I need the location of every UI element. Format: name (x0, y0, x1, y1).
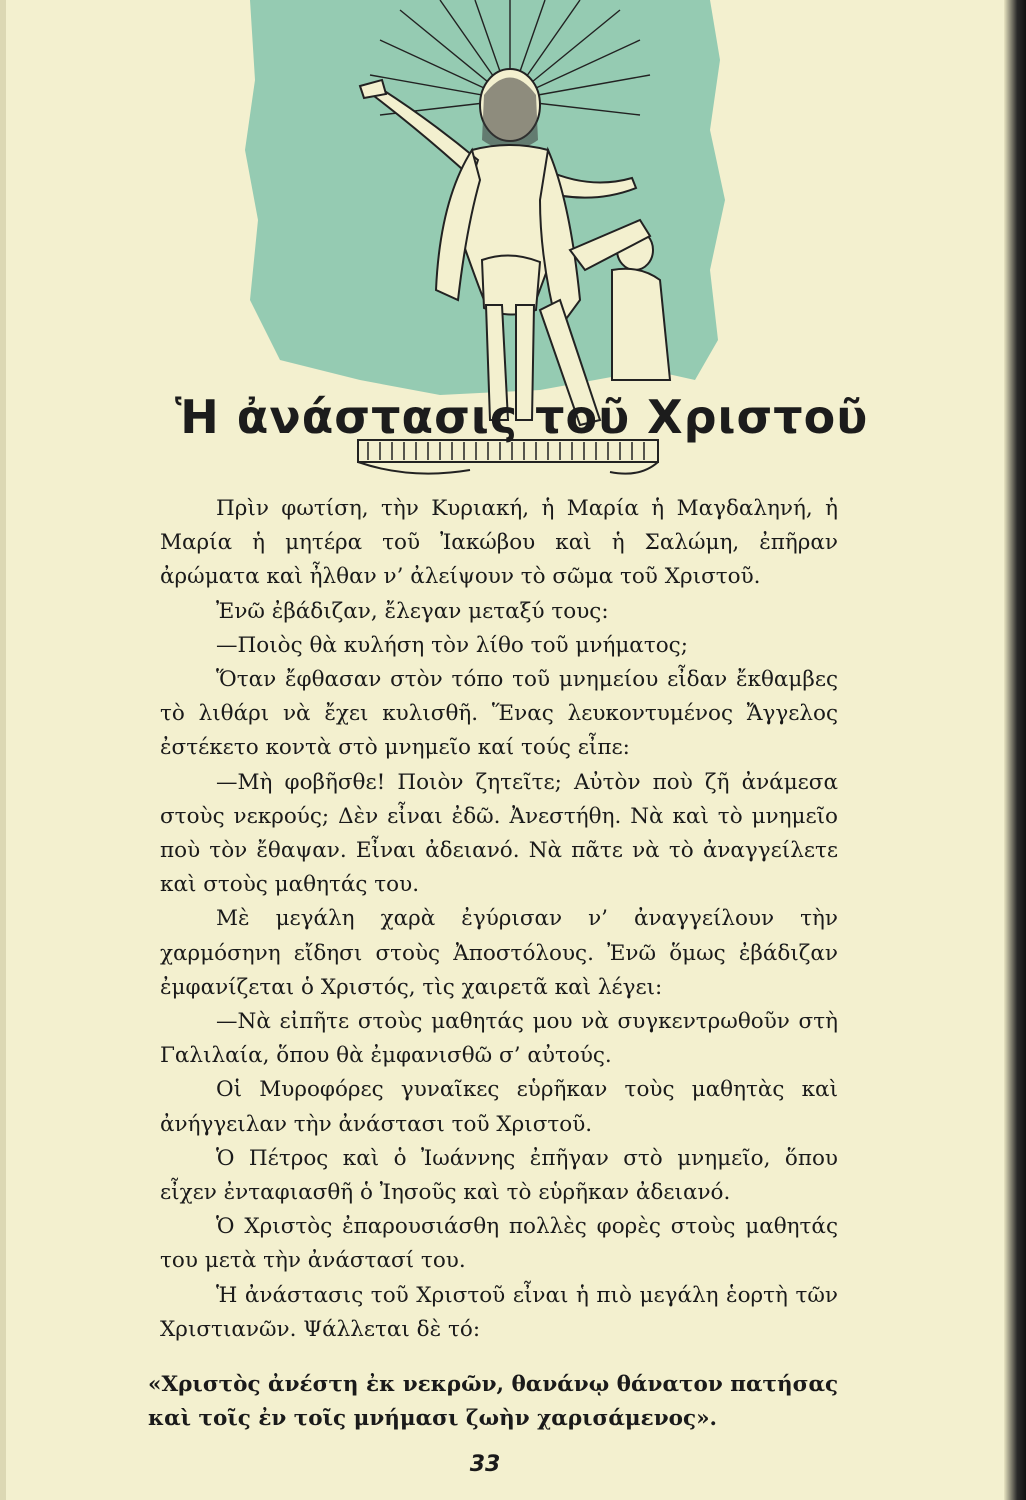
body-text (160, 492, 838, 1347)
page-edge-left (0, 0, 6, 1500)
hymn-line: «Χριστὸς ἀνέστη ἐκ νεκρῶν, θανάνῳ θάνατον πατήσας (148, 1372, 839, 1397)
paragraph: Ὅταν ἔφθασαν στὸν τόπο τοῦ μνημείου εἶδαν ἔκθαμβες τὸ λιθάρι νὰ ἔχει κυλισθῆ. Ἕνας λευκοντυμένος Ἄγγελος ἐστέκετο κοντὰ στὸ μνημεῖο καί τούς εἶπε: (160, 667, 838, 761)
paragraph: Ἡ ἀνάστασις τοῦ Χριστοῦ εἶναι ἡ πιὸ μεγάλη ἑορτὴ τῶν Χριστιανῶν. Ψάλλεται δὲ τό: (160, 1282, 838, 1342)
paragraph: Πρὶν φωτίση, τὴν Κυριακή, ἡ Μαρία ἡ Μαγδαληνή, ἡ Μαρία ἡ μητέρα τοῦ Ἰακώβου καὶ ἡ Σαλώμη, ἐπῆραν ἀρώματα καὶ ἦλθαν ν’ ἀλείψουν τὸ σῶμα τοῦ Χριστοῦ. (160, 496, 838, 590)
hymn-quote (148, 1368, 848, 1436)
paragraph: —Μὴ φοβῆσθε! Ποιὸν ζητεῖτε; Αὐτὸν ποὺ ζῆ ἀνάμεσα στοὺς νεκρούς; Δὲν εἶναι ἐδῶ. Ἀνεστήθη. Νὰ καὶ τὸ μνημεῖο ποὺ τὸν ἔθαψαν. Εἶναι ἀδειανό. Νὰ πᾶτε νὰ τὸ ἀναγγείλετε καὶ στοὺς μαθητάς του. (160, 769, 838, 898)
page-edge-right (1004, 0, 1026, 1500)
paragraph: —Νὰ εἰπῆτε στοὺς μαθητάς μου νὰ συγκεντρωθοῦν στὴ Γαλιλαία, ὅπου θὰ ἐμφανισθῶ σ’ αὐτούς. (160, 1009, 838, 1069)
paragraph: Οἱ Μυροφόρες γυναῖκες εὑρῆκαν τοὺς μαθητὰς καὶ ἀνήγγειλαν τὴν ἀνάστασι τοῦ Χριστοῦ. (160, 1077, 838, 1137)
paragraph: Ὁ Πέτρος καὶ ὁ Ἰωάννης ἐπῆγαν στὸ μνημεῖο, ὅπου εἶχεν ἐνταφιασθῆ ὁ Ἰησοῦς καὶ τὸ εὑρῆκαν ἀδειανό. (160, 1145, 838, 1206)
page-title: Ἡ ἀνάστασις τοῦ Χριστοῦ (175, 390, 869, 444)
page-number: 33 (469, 1452, 501, 1477)
hymn-line: καὶ τοῖς ἐν τοῖς μνήμασι ζωὴν χαρισάμενος». (148, 1406, 718, 1431)
paragraph: Ὁ Χριστὸς ἐπαρουσιάσθη πολλὲς φορὲς στοὺς μαθητάς του μετὰ τὴν ἀνάστασί του. (160, 1214, 838, 1274)
paragraph: Μὲ μεγάλη χαρὰ ἐγύρισαν ν’ ἀναγγείλουν τὴν χαρμόσηνη εἴδησι στοὺς Ἀποστόλους. Ἐνῶ ὅμως ἐβάδιζαν ἐμφανίζεται ὁ Χριστός, τὶς χαιρετᾶ καὶ λέγει: (160, 906, 838, 1000)
paragraph: Ἐνῶ ἐβάδιζαν, ἔλεγαν μεταξύ τους: (216, 598, 609, 624)
paragraph: —Ποιὸς θὰ κυλήση τὸν λίθο τοῦ μνήματος; (216, 632, 688, 658)
